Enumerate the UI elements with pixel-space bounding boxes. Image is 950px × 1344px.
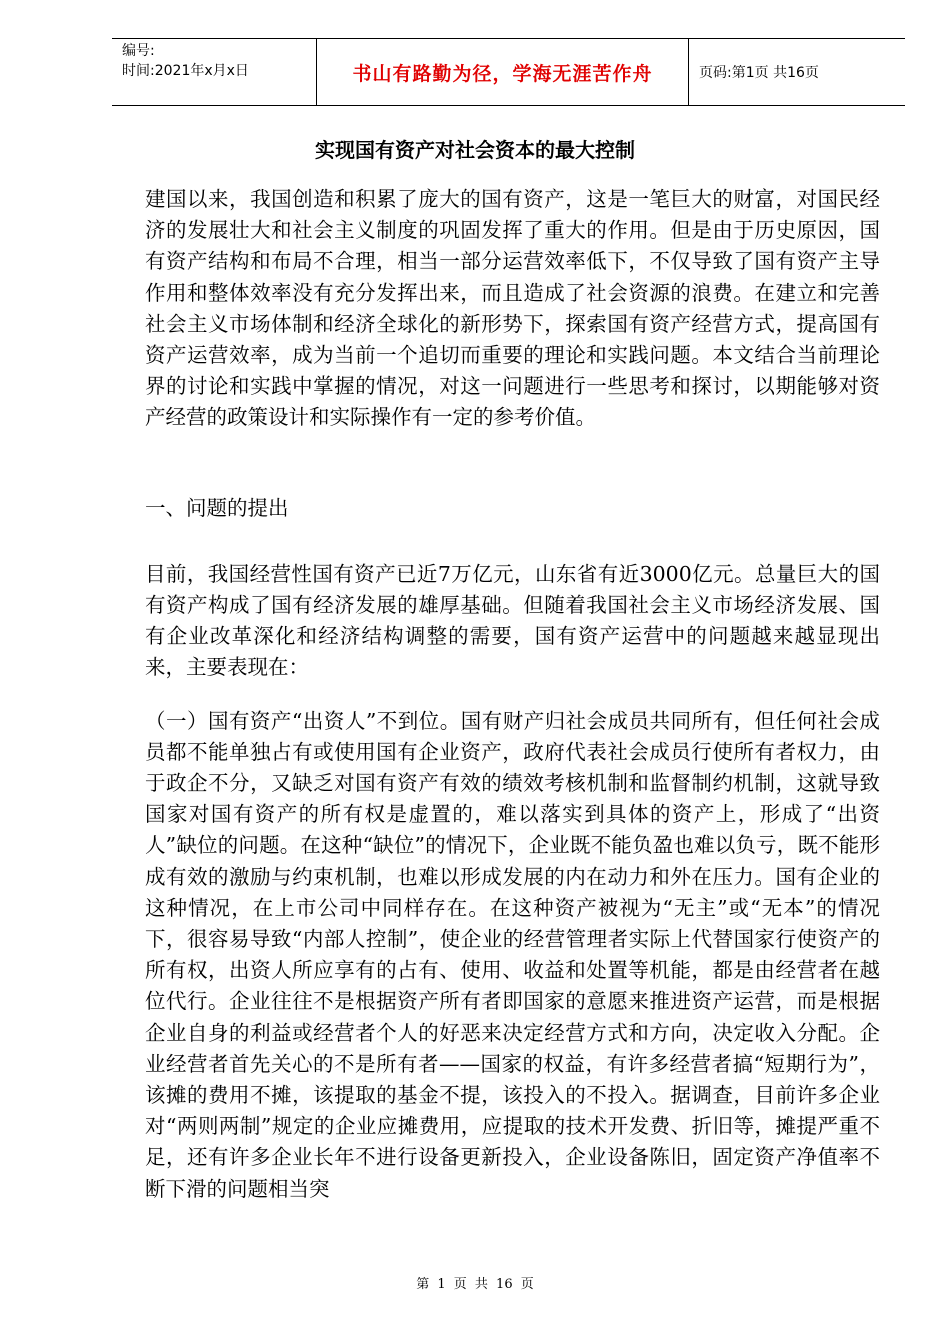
- body-paragraph: （一）国有资产“出资人”不到位。国有财产归社会成员共同所有，但任何社会成员都不能单独占有或使用国有企业资产，政府代表社会成员行使所有者权力，由于政企不分，又缺乏对国有资产有效的绩效考核机制和监督制约机制，这就导致国家对国有资产的所有权是虚置的，难以落实到具体的资产上，形成了“出资人”缺位的问题。在这种“缺位”的情况下，企业既不能负盈也难以负亏，既不能形成有效的激励与约束机制，也难以形成发展的内在动力和外在压力。国有企业的这种情况，在上市公司中同样存在。在这种资产被视为“无主”或“无本”的情况下，很容易导致“内部人控制”，使企业的经营管理者实际上代替国家行使资产的所有权，出资人所应享有的占有、使用、收益和处置等机能，都是由经营者在越位代行。企业往往不是根据资产所有者即国家的意愿来推进资产运营，而是根据企业自身的利益或经营者个人的好恶来决定经营方式和方向，决定收入分配。企业经营者首先关心的不是所有者——国家的权益，有许多经营者搞“短期行为”，该摊的费用不摊，该提取的基金不提，该投入的不投入。据调查，目前许多企业对“两则两制”规定的企业应摊费用，应提取的技术开发费、折旧等，摊提严重不足，还有许多企业长年不进行设备更新投入，企业设备陈旧，固定资产净值率不断下滑的问题相当突: [145, 708, 880, 1201]
- header-page-label: 页码:第1页 共16页: [699, 65, 819, 81]
- document-time-label: 时间:2021年x月x日: [122, 63, 249, 79]
- document-number-label: 编号:: [122, 43, 155, 59]
- section-heading: 一、问题的提出: [145, 495, 289, 520]
- page-header: [112, 38, 905, 106]
- header-meta: [112, 39, 316, 105]
- body-paragraph: 目前，我国经营性国有资产已近7万亿元，山东省有近3000亿元。总量巨大的国有资产构成了国有经济发展的雄厚基础。但随着我国社会主义市场经济发展、国有企业改革深化和经济结构调整的需要，国有资产运营中的问题越来越显现出来，主要表现在：: [145, 561, 880, 680]
- document-body: [145, 184, 880, 1205]
- page-footer: 第 1 页 共 16 页: [416, 1277, 534, 1292]
- document-title: 实现国有资产对社会资本的最大控制: [315, 138, 635, 162]
- intro-paragraph: 建国以来，我国创造和积累了庞大的国有资产，这是一笔巨大的财富，对国民经济的发展壮大和社会主义制度的巩固发挥了重大的作用。但是由于历史原因，国有资产结构和布局不合理，相当一部分运营效率低下，不仅导致了国有资产主导作用和整体效率没有充分发挥出来，而且造成了社会资源的浪费。在建立和完善社会主义市场体制和经济全球化的新形势下，探索国有资产经营方式，提高国有资产运营效率，成为当前一个追切而重要的理论和实践问题。本文结合当前理论界的讨论和实践中掌握的情况，对这一问题进行一些思考和探讨，以期能够对资产经营的政策设计和实际操作有一定的参考价值。: [145, 187, 880, 430]
- header-slogan: 书山有路勤为径，学海无涯苦作舟: [316, 39, 689, 105]
